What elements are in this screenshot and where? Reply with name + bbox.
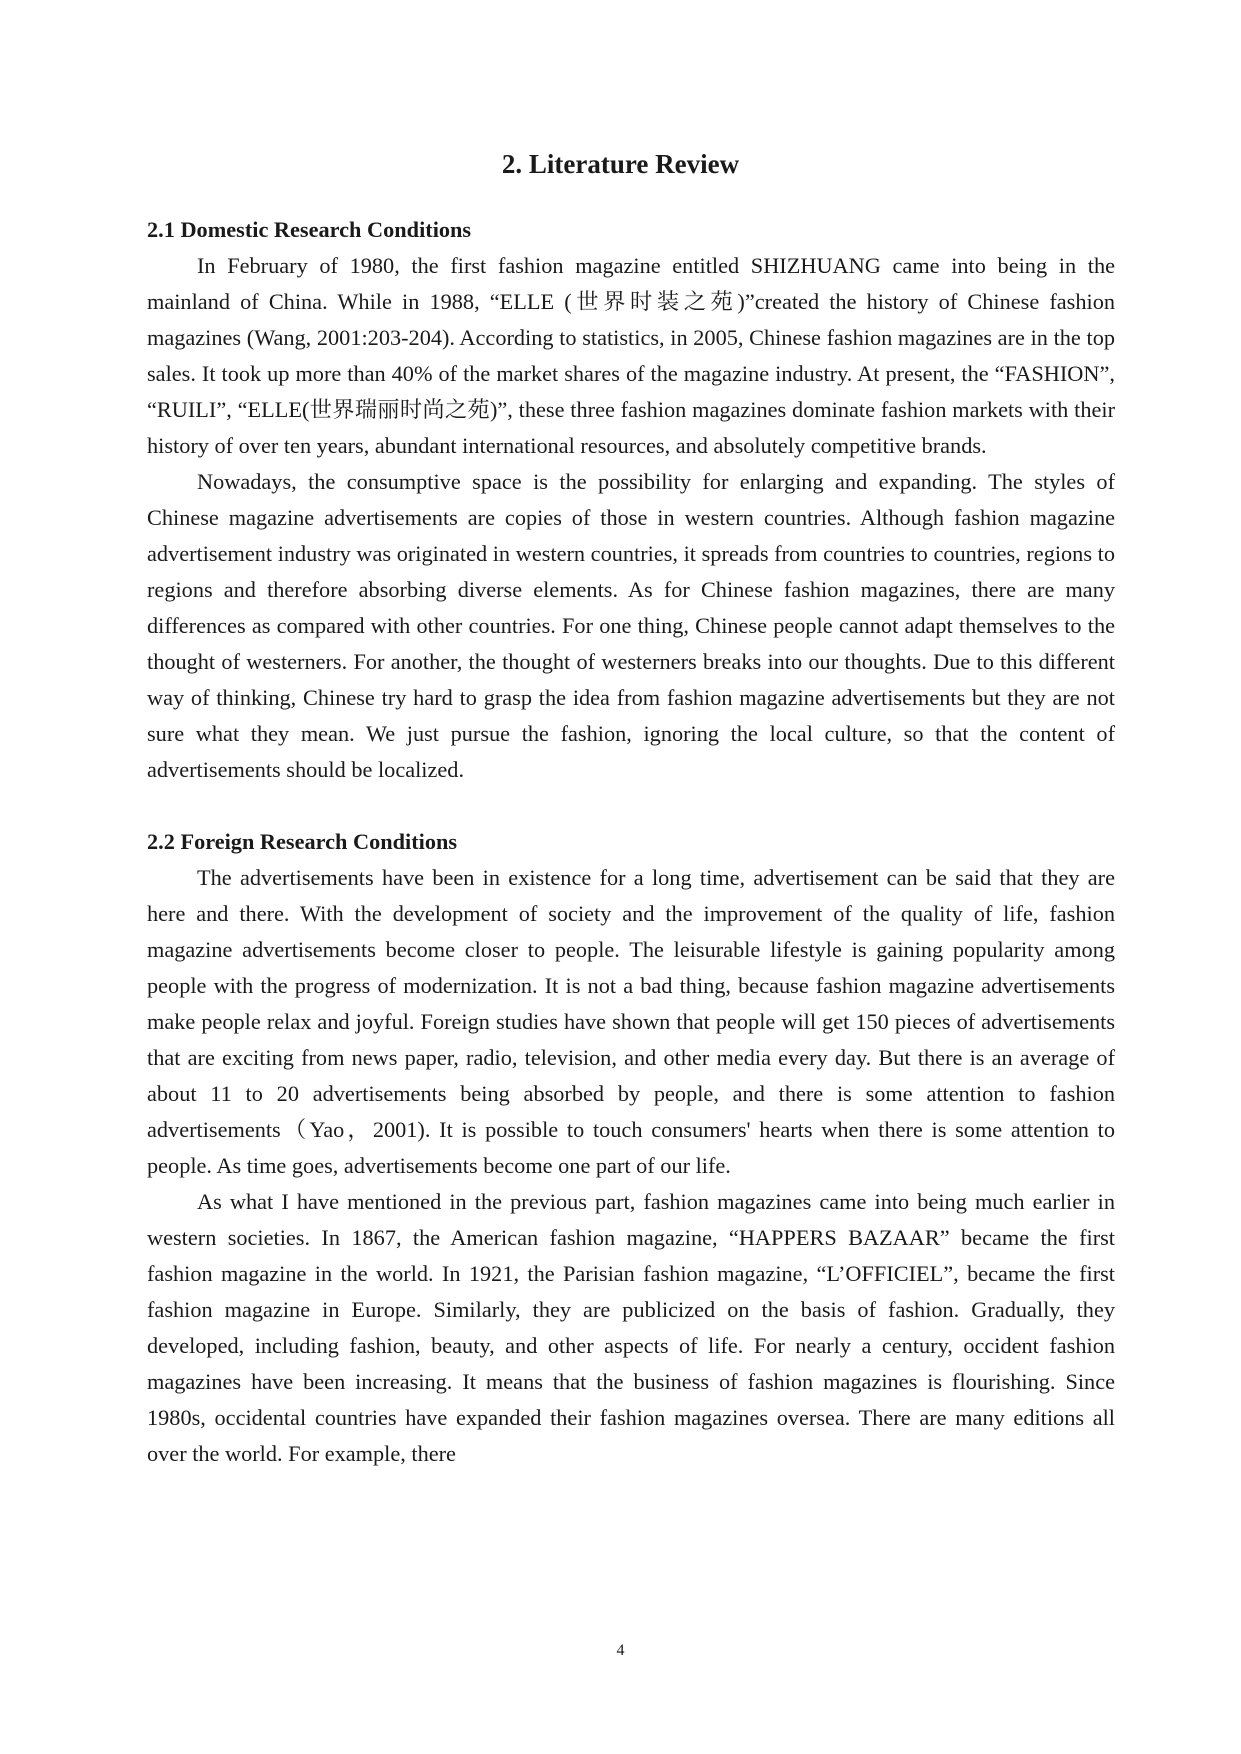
section-foreign-research bbox=[147, 824, 1115, 1472]
section-heading: 2.2 Foreign Research Conditions bbox=[147, 829, 458, 854]
chapter-title: 2. Literature Review bbox=[501, 149, 740, 179]
paragraph: Nowadays, the consumptive space is the possibility for enlarging and expanding. The styles of Chinese magazine advertisements are copies of those in western countries. Although fashion magazine advertisement industry was originated in western countries, it spreads from countries to countries, regions to regions and therefore absorbing diverse elements. As for Chinese fashion magazines, there are many differences as compared with other countries. For one thing, Chinese people cannot adapt themselves to the thought of westerners. For another, the thought of westerners breaks into our thoughts. Due to this different way of thinking, Chinese try hard to grasp the idea from fashion magazine advertisements but they are not sure what they mean. We just pursue the fashion, ignoring the local culture, so that the content of advertisements should be localized. bbox=[147, 469, 1115, 782]
paragraph: In February of 1980, the first fashion magazine entitled SHIZHUANG came into being in the mainland of China. While in 1988, “ELLE (世界时装之苑)”created the history of Chinese fashion magazines (Wang, 2001:203-204). According to statistics, in 2005, Chinese fashion magazines are in the top sales. It took up more than 40% of the market shares of the magazine industry. At present, the “FASHION”, “RUILI”, “ELLE(世界瑞丽时尚之苑)”, these three fashion magazines dominate fashion markets with their history of over ten years, abundant international resources, and absolutely competitive brands. bbox=[147, 253, 1115, 458]
page-number: 4 bbox=[616, 1642, 625, 1659]
section-spacer bbox=[147, 788, 1115, 824]
paragraph: The advertisements have been in existence for a long time, advertisement can be said that they are here and there. With the development of society and the improvement of the quality of life, fashion magazine advertisements become closer to people. The leisurable lifestyle is gaining popularity among people with the progress of modernization. It is not a bad thing, because fashion magazine advertisements make people relax and joyful. Foreign studies have shown that people will get 150 pieces of advertisements that are exciting from news paper, radio, television, and other media every day. But there is an average of about 11 to 20 advertisements being absorbed by people, and there is some attention to fashion advertisements（Yao，2001). It is possible to touch consumers' hearts when there is some attention to people. As time goes, advertisements become one part of our life. bbox=[147, 865, 1115, 1178]
section-heading: 2.1 Domestic Research Conditions bbox=[147, 217, 472, 242]
section-domestic-research bbox=[147, 212, 1115, 788]
paragraph: As what I have mentioned in the previous part, fashion magazines came into being much earlier in western societies. In 1867, the American fashion magazine, “HAPPERS BAZAAR” became the first fashion magazine in the world. In 1921, the Parisian fashion magazine, “L’OFFICIEL”, became the first fashion magazine in Europe. Similarly, they are publicized on the basis of fashion. Gradually, they developed, including fashion, beauty, and other aspects of life. For nearly a century, occident fashion magazines have been increasing. It means that the business of fashion magazines is flourishing. Since 1980s, occidental countries have expanded their fashion magazines oversea. There are many editions all over the world. For example, there bbox=[147, 1189, 1115, 1466]
document-body bbox=[147, 212, 1115, 1472]
